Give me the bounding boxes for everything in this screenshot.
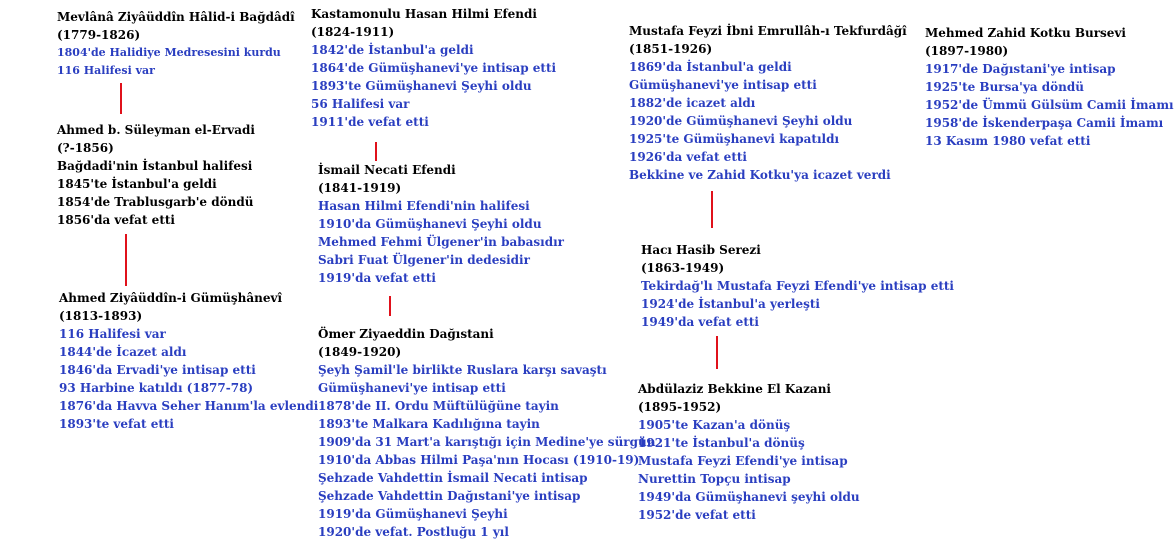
fact-line: Gümüşhanevi'ye intisap etti — [318, 381, 506, 395]
connector-line — [120, 83, 122, 114]
person-node-zahid-kotku — [925, 24, 1174, 150]
fact-line: Bekkine ve Zahid Kotku'ya icazet verdi — [629, 168, 891, 182]
fact-line: 1869'da İstanbul'a geldi — [629, 60, 792, 74]
fact-line: 1864'de Gümüşhanevi'ye intisap etti — [311, 61, 557, 75]
fact-line: Hasan Hilmi Efendi'nin halifesi — [318, 199, 530, 213]
fact-line: 1846'da Ervadi'ye intisap etti — [59, 363, 256, 377]
fact-line: Mustafa Feyzi Efendi'ye intisap — [638, 454, 848, 468]
person-name: Hacı Hasib Serezi — [641, 243, 761, 257]
fact-line: 93 Harbine katıldı (1877-78) — [59, 381, 254, 395]
fact-line: 1856'da vefat etti — [57, 213, 175, 227]
person-name: Ömer Ziyaeddin Dağıstani — [318, 327, 494, 341]
fact-line: Tekirdağ'lı Mustafa Feyzi Efendi'ye intisap etti — [641, 279, 954, 293]
fact-line: 1926'da vefat etti — [629, 150, 747, 164]
person-years: (1813-1893) — [59, 309, 143, 323]
fact-line: 1921'te İstanbul'a dönüş — [638, 436, 805, 450]
person-name: İsmail Necati Efendi — [318, 163, 456, 177]
fact-line: 1910'da Abbas Hilmi Paşa'nın Hocası (1910-19) — [318, 453, 640, 467]
person-name: Mehmed Zahid Kotku Bursevi — [925, 26, 1126, 40]
person-name: Ahmed Ziyâüddîn-i Gümüşhânevî — [59, 291, 283, 305]
fact-line: 1925'te Gümüşhanevi kapatıldı — [629, 132, 840, 146]
fact-line: Bağdadi'nin İstanbul halifesi — [57, 159, 253, 173]
fact-line: 1804'de Halidiye Medresesini kurdu — [57, 46, 281, 59]
connector-line — [125, 234, 127, 286]
fact-line: Mehmed Fehmi Ülgener'in babasıdır — [318, 235, 564, 249]
fact-line: 1919'da vefat etti — [318, 271, 436, 285]
person-name: Abdülaziz Bekkine El Kazani — [638, 382, 831, 396]
fact-line: 1949'da vefat etti — [641, 315, 759, 329]
fact-line: Şehzade Vahdettin Dağıstani'ye intisap — [318, 489, 581, 503]
fact-line: 1952'de Ümmü Gülsüm Camii İmamı — [925, 98, 1174, 112]
person-node-omer-dagistani — [318, 325, 655, 541]
fact-line: 56 Halifesi var — [311, 97, 410, 111]
person-name: Mevlânâ Ziyâüddîn Hâlid-i Bağdâdî — [57, 10, 295, 24]
fact-line: 1919'da Gümüşhanevi Şeyhi — [318, 507, 508, 521]
fact-line: 1920'de vefat. Postluğu 1 yıl — [318, 525, 509, 539]
person-node-mustafa-feyzi — [629, 22, 907, 184]
fact-line: 1924'de İstanbul'a yerleşti — [641, 297, 820, 311]
fact-line: 1920'de Gümüşhanevi Şeyhi oldu — [629, 114, 853, 128]
person-node-ervadi — [57, 121, 255, 229]
person-years: (1841-1919) — [318, 181, 402, 195]
person-node-bekkine — [638, 380, 860, 524]
fact-line: 1842'de İstanbul'a geldi — [311, 43, 474, 57]
fact-line: Nurettin Topçu intisap — [638, 472, 791, 486]
fact-line: 1909'da 31 Mart'a karıştığı için Medine'ye sürgün — [318, 435, 656, 449]
person-name: Ahmed b. Süleyman el-Ervadi — [57, 123, 255, 137]
fact-line: 1893'te vefat etti — [59, 417, 174, 431]
fact-line: Şehzade Vahdettin İsmail Necati intisap — [318, 471, 588, 485]
person-years: (1897-1980) — [925, 44, 1009, 58]
fact-line: 1910'da Gümüşhanevi Şeyhi oldu — [318, 217, 542, 231]
person-node-halid-bagdadi — [57, 8, 295, 80]
fact-line: 1925'te Bursa'ya döndü — [925, 80, 1084, 94]
fact-line: 13 Kasım 1980 vefat etti — [925, 134, 1091, 148]
fact-line: Gümüşhanevi'ye intisap etti — [629, 78, 817, 92]
person-years: (1863-1949) — [641, 261, 725, 275]
fact-line: Şeyh Şamil'le birlikte Ruslara karşı savaştı — [318, 363, 607, 377]
fact-line: 1893'te Malkara Kadılığına tayin — [318, 417, 540, 431]
fact-line: 1952'de vefat etti — [638, 508, 756, 522]
fact-line: 1878'de II. Ordu Müftülüğüne tayin — [318, 399, 559, 413]
person-node-ismail-necati — [318, 161, 564, 287]
connector-line — [375, 142, 377, 161]
person-years: (1895-1952) — [638, 400, 722, 414]
fact-line: 1844'de İcazet aldı — [59, 345, 187, 359]
fact-line: 1893'te Gümüşhanevi Şeyhi oldu — [311, 79, 532, 93]
fact-line: 1854'de Trablusgarb'e döndü — [57, 195, 254, 209]
fact-line: 1958'de İskenderpaşa Camii İmamı — [925, 116, 1164, 130]
fact-line: 1882'de icazet aldı — [629, 96, 756, 110]
connector-line — [716, 336, 718, 369]
person-years: (1851-1926) — [629, 42, 713, 56]
person-years: (1824-1911) — [311, 25, 395, 39]
fact-line: 1876'da Havva Seher Hanım'la evlendi — [59, 399, 319, 413]
fact-line: 1905'te Kazan'a dönüş — [638, 418, 791, 432]
person-node-gumushanevi — [59, 289, 318, 433]
fact-line: 1845'te İstanbul'a geldi — [57, 177, 217, 191]
fact-line: Sabri Fuat Ülgener'in dedesidir — [318, 253, 530, 267]
connector-line — [389, 296, 391, 316]
fact-line: 116 Halifesi var — [57, 64, 155, 77]
person-years: (1849-1920) — [318, 345, 402, 359]
person-name: Mustafa Feyzi İbni Emrullâh-ı Tekfurdâğî — [629, 24, 907, 38]
fact-line: 116 Halifesi var — [59, 327, 166, 341]
fact-line: 1911'de vefat etti — [311, 115, 429, 129]
fact-line: 1917'de Dağıstani'ye intisap — [925, 62, 1116, 76]
person-node-hasan-hilmi — [311, 5, 556, 131]
person-name: Kastamonulu Hasan Hilmi Efendi — [311, 7, 537, 21]
person-node-hasib-serezi — [641, 241, 954, 331]
person-years: (?-1856) — [57, 141, 114, 155]
person-years: (1779-1826) — [57, 28, 141, 42]
fact-line: 1949'da Gümüşhanevi şeyhi oldu — [638, 490, 860, 504]
connector-line — [711, 191, 713, 228]
